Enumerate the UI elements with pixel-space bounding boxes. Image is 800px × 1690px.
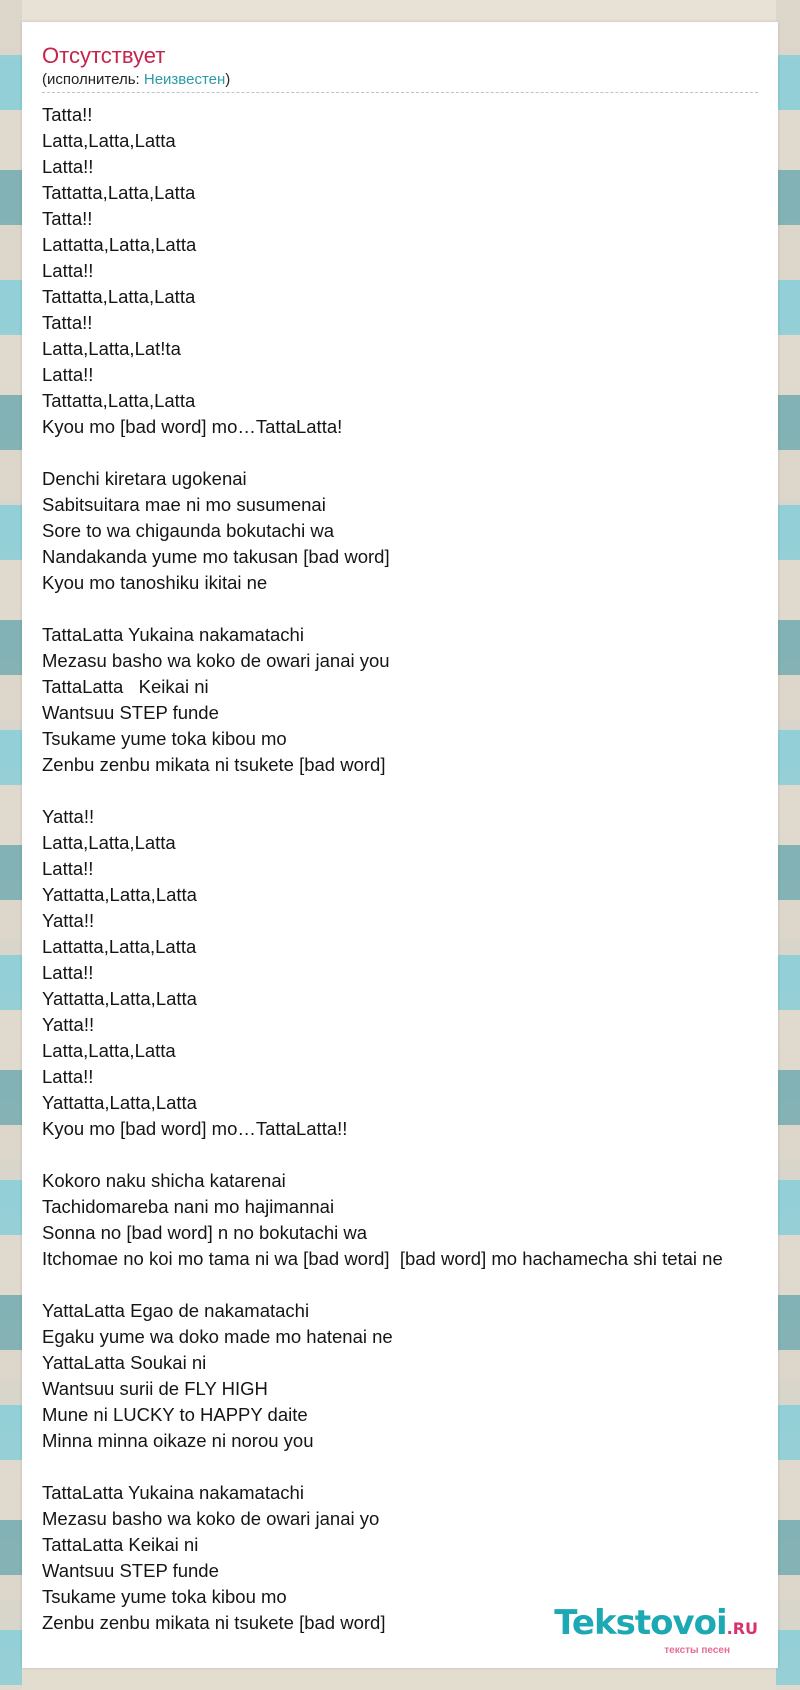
lyric-line: Sabitsuitara mae ni mo susumenai [42, 494, 326, 515]
lyric-line: Lattatta,Latta,Latta [42, 936, 197, 957]
lyric-line: Egaku yume wa doko made mo hatenai ne [42, 1326, 393, 1347]
stanza-break [42, 778, 778, 804]
lyric-line: Latta!! [42, 260, 94, 281]
lyric-line: Tatta!! [42, 208, 93, 229]
lyric-line: YattaLatta Egao de nakamatachi [42, 1300, 310, 1321]
lyric-line: Sonna no [bad word] n no bokutachi wa [42, 1222, 368, 1243]
lyric-line: Mezasu basho wa koko de owari janai you [42, 650, 390, 671]
lyric-line: Denchi kiretara ugokenai [42, 468, 247, 489]
logo-tld: .RU [726, 1619, 758, 1638]
lyric-line: Mezasu basho wa koko de owari janai yo [42, 1508, 380, 1529]
logo-tagline: тексты песен [664, 1645, 730, 1656]
stanza-break [42, 596, 778, 622]
stanza-break [42, 440, 778, 466]
lyric-line: Tachidomareba nani mo hajimannai [42, 1196, 335, 1217]
background-stripes-left [0, 0, 22, 1690]
lyrics-card [22, 22, 778, 1668]
lyric-line: Latta,Latta,Latta [42, 832, 176, 853]
lyric-line: Wantsuu STEP funde [42, 702, 219, 723]
stanza-break [42, 1454, 778, 1480]
lyric-line: YattaLatta Soukai ni [42, 1352, 207, 1373]
logo-name: Tekstovoi [554, 1603, 727, 1643]
artist-suffix: ) [225, 71, 231, 88]
lyric-line: TattaLatta Yukaina nakamatachi [42, 624, 304, 645]
lyric-line: Latta!! [42, 858, 94, 879]
lyric-line: Kyou mo [bad word] mo…TattaLatta!! [42, 1118, 348, 1139]
lyric-line: Yatta!! [42, 910, 95, 931]
lyric-line: Zenbu zenbu mikata ni tsukete [bad word] [42, 754, 386, 775]
lyric-line: Tsukame yume toka kibou mo [42, 728, 287, 749]
lyric-line: Mune ni LUCKY to HAPPY daite [42, 1404, 308, 1425]
logo-wordmark [554, 1603, 758, 1646]
lyric-line: Kyou mo [bad word] mo…TattaLatta! [42, 416, 343, 437]
artist-line [42, 70, 758, 90]
lyrics-body [42, 102, 778, 1636]
lyric-line: Wantsuu surii de FLY HIGH [42, 1378, 268, 1399]
site-logo[interactable] [554, 1603, 758, 1656]
lyric-line: Zenbu zenbu mikata ni tsukete [bad word] [42, 1612, 386, 1633]
lyric-line: Lattatta,Latta,Latta [42, 234, 197, 255]
lyric-line: Kyou mo tanoshiku ikitai ne [42, 572, 268, 593]
lyric-line: Tatta!! [42, 104, 93, 125]
stanza-break [42, 1272, 778, 1298]
lyric-line: Tattatta,Latta,Latta [42, 286, 196, 307]
lyric-line: Nandakanda yume mo takusan [bad word] [42, 546, 390, 567]
lyric-line: Latta!! [42, 962, 94, 983]
lyric-line: Latta,Latta,Latta [42, 1040, 176, 1061]
lyric-line: Yattatta,Latta,Latta [42, 884, 197, 905]
lyric-line: Yattatta,Latta,Latta [42, 988, 197, 1009]
artist-link[interactable]: Неизвестен [143, 71, 226, 88]
lyric-line: Tsukame yume toka kibou mo [42, 1586, 287, 1607]
stanza-break [42, 1142, 778, 1168]
song-header [42, 42, 758, 93]
lyric-line: TattaLatta Keikai ni [42, 676, 209, 697]
lyric-line: Latta!! [42, 364, 94, 385]
lyric-line: TattaLatta Yukaina nakamatachi [42, 1482, 304, 1503]
lyric-line: Tatta!! [42, 312, 93, 333]
background-stripes-right [776, 0, 800, 1690]
lyric-line: Yattatta,Latta,Latta [42, 1092, 197, 1113]
lyric-line: Latta,Latta,Latta [42, 130, 176, 151]
lyric-line: TattaLatta Keikai ni [42, 1534, 199, 1555]
song-title: Отсутствует [42, 43, 166, 68]
lyric-line: Tattatta,Latta,Latta [42, 390, 196, 411]
lyric-line: Latta!! [42, 1066, 94, 1087]
lyric-line: Wantsuu STEP funde [42, 1560, 219, 1581]
lyric-line: Tattatta,Latta,Latta [42, 182, 196, 203]
lyric-line: Sore to wa chigaunda bokutachi wa [42, 520, 335, 541]
lyric-line: Latta!! [42, 156, 94, 177]
artist-prefix: (исполнитель: [42, 71, 144, 88]
lyric-line: Kokoro naku shicha katarenai [42, 1170, 286, 1191]
lyric-line: Itchomae no koi mo tama ni wa [bad word] [bad word] mo hachamecha shi tetai ne [42, 1248, 723, 1269]
lyric-line: Minna minna oikaze ni norou you [42, 1430, 314, 1451]
lyric-line: Yatta!! [42, 806, 95, 827]
lyric-line: Yatta!! [42, 1014, 95, 1035]
lyric-line: Latta,Latta,Lat!ta [42, 338, 181, 359]
